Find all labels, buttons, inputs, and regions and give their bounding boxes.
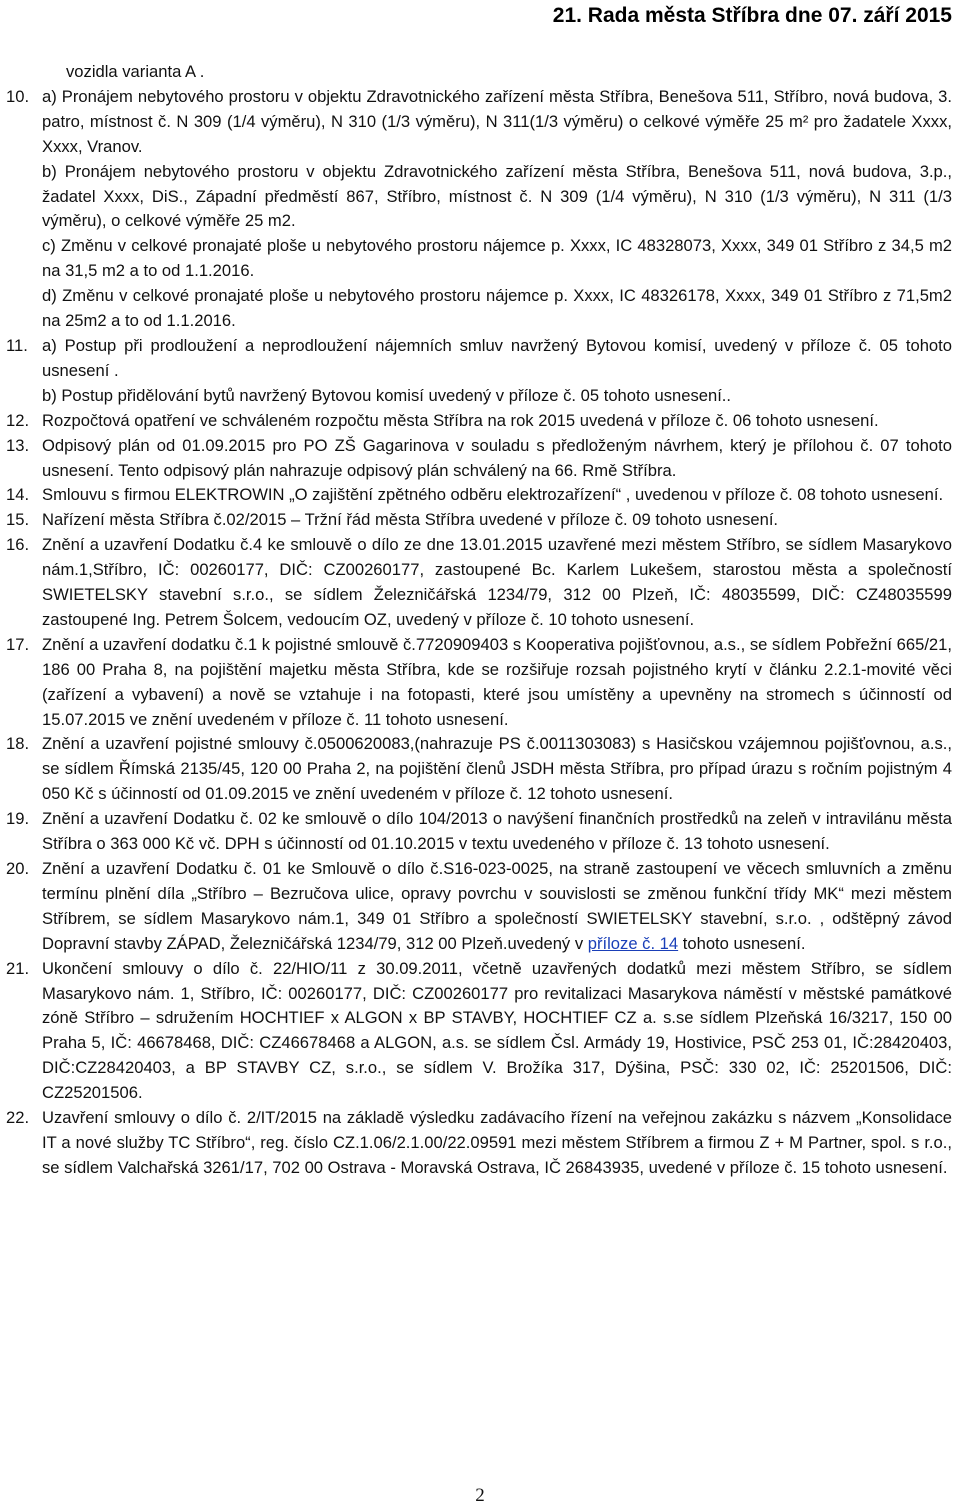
resolution-item (6, 533, 952, 633)
item-text: Rozpočtová opatření ve schváleném rozpočtu města Stříbra na rok 2015 uvedená v příloze č. 06 tohoto usnesení. (42, 410, 879, 430)
item-paragraph (42, 384, 952, 409)
item-paragraph (42, 434, 952, 484)
item-number: 15. (6, 510, 30, 530)
item-text: tohoto usnesení. (678, 933, 806, 953)
item-text: b) Postup přidělování bytů navržený Bytovou komisí uvedený v příloze č. 05 tohoto usnesení.. (42, 385, 732, 405)
item-text: Znění a uzavření Dodatku č. 02 ke smlouvě o dílo 104/2013 o navýšení finančních prostředků na zeleň v intravilánu města Stříbra o 363 000 Kč vč. DPH s účinností od 01.10.2015 v textu uvedeného v příloze č. 13 tohoto usnesení. (42, 809, 952, 854)
resolution-list (6, 60, 952, 1181)
item-number: 11. (6, 335, 28, 355)
item-number: 16. (6, 535, 30, 555)
item-paragraph (42, 85, 952, 160)
resolution-item (6, 508, 952, 533)
items-container (6, 85, 952, 1181)
item-paragraph (42, 1106, 952, 1181)
item-paragraph (42, 334, 952, 384)
item-text: b) Pronájem nebytového prostoru v objektu Zdravotnického zařízení města Stříbra, Benešova 511, nová budova, 3.p., žadatel Xxxx, DiS., Západní předměstí 867, Stříbro, místnost č. N 309 (1/4 výměru), N 310 (1/3 výměru), N 311 (1/3 výměru), o celkové výměře 25 m2. (42, 161, 952, 231)
item-number: 13. (6, 435, 30, 455)
item-number: 19. (6, 809, 30, 829)
item-text: Uzavření smlouvy o dílo č. 2/IT/2015 na základě výsledku zadávacího řízení na veřejnou zakázku s názvem „Konsolidace IT a nové služby TC Stříbro“, reg. číslo CZ.1.06/2.1.00/22.09591 mezi městem Stříbrem a firmou Z + M Partner, spol. s r.o., se sídlem Valchařská 3261/17, 702 00 Ostrava - Moravská Ostrava, IČ 26843935, uvedené v příloze č. 15 tohoto usnesení. (42, 1108, 952, 1177)
page-number: 2 (475, 1485, 485, 1506)
item-paragraph (42, 857, 952, 957)
item-number: 20. (6, 859, 30, 878)
item-paragraph (42, 807, 952, 857)
item-paragraph (42, 633, 952, 733)
resolution-item (6, 633, 952, 733)
item-paragraph (42, 483, 952, 508)
item-number: 14. (6, 485, 30, 505)
item-paragraph (42, 732, 952, 807)
item-paragraph (42, 508, 952, 533)
resolution-item (6, 1106, 952, 1181)
item-number: 22. (6, 1108, 30, 1128)
item-text: Znění a uzavření pojistné smlouvy č.0500620083,(nahrazuje PS č.0011303083) s Hasičskou vzájemnou pojišťovnou, a.s., se sídlem Římská 2135/45, 120 00 Praha 2, na pojištění členů JSDH města Stříbra, pro případ úrazu s ročním pojistným 4 050 Kč s účinností od 01.09.2015 ve znění uvedeném v příloze č. 12 tohoto usnesení. (42, 734, 952, 804)
item-text: a) Pronájem nebytového prostoru v objektu Zdravotnického zařízení města Stříbra, Benešova 511, Stříbro, nová budova, 3. patro, místnost č. N 309 (1/4 výměru), N 310 (1/3 výměru), N 311(1/3 výměru) o celkové výměře 25 m² pro žadatele Xxxx, Xxxx, Vranov. (42, 86, 952, 156)
item-number: 10. (6, 86, 30, 106)
item-paragraph (42, 533, 952, 633)
resolution-item (6, 85, 952, 334)
page-header-title: 21. Rada města Stříbra dne 07. září 2015 (552, 4, 952, 27)
item-paragraph (42, 160, 952, 235)
resolution-item (6, 732, 952, 807)
attachment-link[interactable]: příloze č. 14 (587, 933, 679, 953)
item-number: 21. (6, 958, 30, 978)
item-text: d) Změnu v celkové pronajaté ploše u nebytového prostoru nájemce p. Xxxx, IC 48326178, Xxxx, 349 01 Stříbro z 71,5m2 na 25m2 a to od 1.1.2016. (42, 286, 952, 331)
item-text: Ukončení smlouvy o dílo č. 22/HIO/11 z 30.09.2011, včetně uzavřených dodatků mezi městem Stříbro, se sídlem Masarykovo nám. 1, Stříbro, IČ: 00260177, DIČ: CZ00260177 pro revitalizaci Masarykova náměstí v městské památkové zóně Stříbro – sdružením HOCHTIEF x ALGON x BP STAVBY, HOCHTIEF CZ a. s.se sídlem Plzeňská 16/3217, 150 00 Praha 5, IČ: 46678468, DIČ: CZ46678468 a ALGON, a.s. se sídlem Čsl. Armády 19, Hostivice, PSČ 253 01, IČ:28420403, DIČ:CZ28420403, a BP STAVBY CZ, s.r.o., se sídlem V. Brožíka 317, Dýšina, PSČ: 330 02, IČ: 25201506, DIČ: CZ25201506. (42, 958, 952, 1103)
item-text: c) Změnu v celkové pronajaté ploše u nebytového prostoru nájemce p. Xxxx, IC 48328073, Xxxx, 349 01 Stříbro z 34,5 m2 na 31,5 m2 a to od 1.1.2016. (42, 236, 952, 281)
item-paragraph (42, 409, 952, 434)
item-paragraph (42, 234, 952, 284)
resolution-item (6, 483, 952, 508)
item-text: Smlouvu s firmou ELEKTROWIN „O zajištění zpětného odběru elektrozařízení“ , uvedenou v příloze č. 08 tohoto usnesení. (42, 485, 944, 505)
item-number: 18. (6, 734, 30, 754)
item-number: 17. (6, 634, 30, 654)
item-paragraph (42, 957, 952, 1106)
resolution-item (6, 334, 952, 409)
item-text: Znění a uzavření dodatku č.1 k pojistné smlouvě č.7720909403 s Kooperativa pojišťovnou, a.s., se sídlem Pobřežní 665/21, 186 00 Praha 8, na pojištění majetku města Stříbra, kde se rozšiřuje rozsah pojistného krytí v článku 2.2.1-movité věci (zařízení a vybavení) a nově se vztahuje i na fotopasti, které jsou umístěny a upevněny na stromech s účinností od 15.07.2015 ve znění uvedeném v příloze č. 11 tohoto usnesení. (42, 634, 952, 729)
resolution-item (6, 807, 952, 857)
resolution-item (6, 857, 952, 957)
item-text: Znění a uzavření Dodatku č.4 ke smlouvě o dílo ze dne 13.01.2015 uzavřené mezi městem Stříbro, se sídlem Masarykovo nám.1,Stříbro, IČ: 00260177, DIČ: CZ00260177, zastoupené Bc. Karlem Lukešem, starostou města a společností SWIETELSKY stavební s.r.o., se sídlem Železničářská 1234/79, 312 00 Plzeň, IČ: 48035599, DIČ: CZ48035599 zastoupené Ing. Petrem Šolcem, vedoucím OZ, uvedený v příloze č. 10 tohoto usnesení. (42, 535, 952, 629)
resolution-item (6, 409, 952, 434)
item-text: Odpisový plán od 01.09.2015 pro PO ZŠ Gagarinova v souladu s předloženým návrhem, který je přílohou č. 07 tohoto usnesení. Tento odpisový plán nahrazuje odpisový plán schválený na 66. Rmě Stříbra. (42, 435, 952, 480)
lead-text: vozidla varianta A . (66, 62, 205, 81)
item-text: a) Postup při prodloužení a neprodloužení nájemních smluv navržený Bytovou komisí, uvedený v příloze č. 05 tohoto usnesení . (42, 335, 952, 380)
resolution-item (6, 434, 952, 484)
item-number: 12. (6, 410, 30, 430)
item-paragraph (42, 284, 952, 334)
item-text: Nařízení města Stříbra č.02/2015 – Tržní řád města Stříbra uvedené v příloze č. 09 tohoto usnesení. (42, 510, 779, 530)
resolution-item (6, 957, 952, 1106)
item-text: Znění a uzavření Dodatku č. 01 ke Smlouvě o dílo č.S16-023-0025, na straně zastoupení ve věcech smluvních a změnu termínu plnění díla „Stříbro – Bezručova ulice, opravy povrchu v souvislosti se změnou funkční třídy MK“ mezi městem Stříbrem, se sídlem Masarykovo nám.1, 349 01 Stříbro a společností SWIETELSKY stavební, s.r.o. , odštěpný závod Dopravní stavby ZÁPAD, Železničářská 1234/79, 312 00 Plzeň.uvedený v (42, 859, 952, 953)
